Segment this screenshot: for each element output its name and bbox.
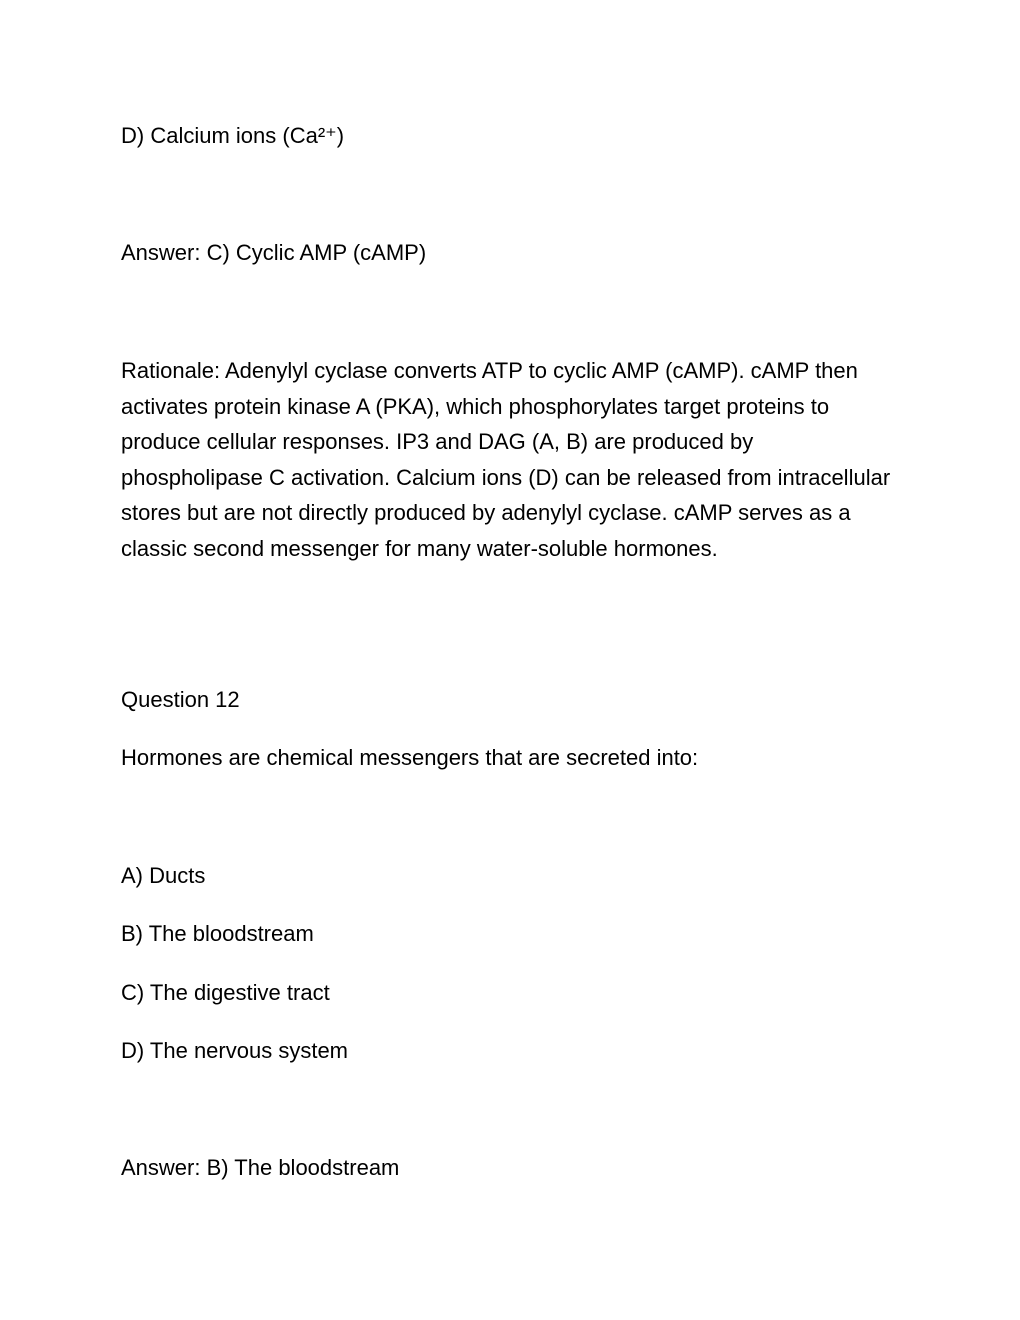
question-answer: Answer: B) The bloodstream [121, 1155, 400, 1180]
option-b: B) The bloodstream [121, 921, 314, 946]
option-a: A) Ducts [121, 863, 206, 888]
option-d: D) The nervous system [121, 1038, 349, 1063]
previous-option-d: D) Calcium ions (Ca²⁺) [121, 123, 345, 148]
option-c: C) The digestive tract [121, 980, 330, 1005]
previous-answer: Answer: C) Cyclic AMP (cAMP) [121, 240, 427, 265]
question-heading: Question 12 [121, 687, 240, 712]
rationale-paragraph: Rationale: Adenylyl cyclase converts ATP to cyclic AMP (cAMP). cAMP then activates protein kinase A (PKA), which phosphorylates target proteins to produce cellular responses. IP3 and DAG (A, B) are produced by phospholipase C activation. Calcium ions (D) can be released from intracellular stores but are not directly produced by adenylyl cyclase. cAMP serves as a classic second messenger for many water-soluble hormones. [121, 358, 891, 561]
question-prompt: Hormones are chemical messengers that are secreted into: [121, 745, 699, 770]
